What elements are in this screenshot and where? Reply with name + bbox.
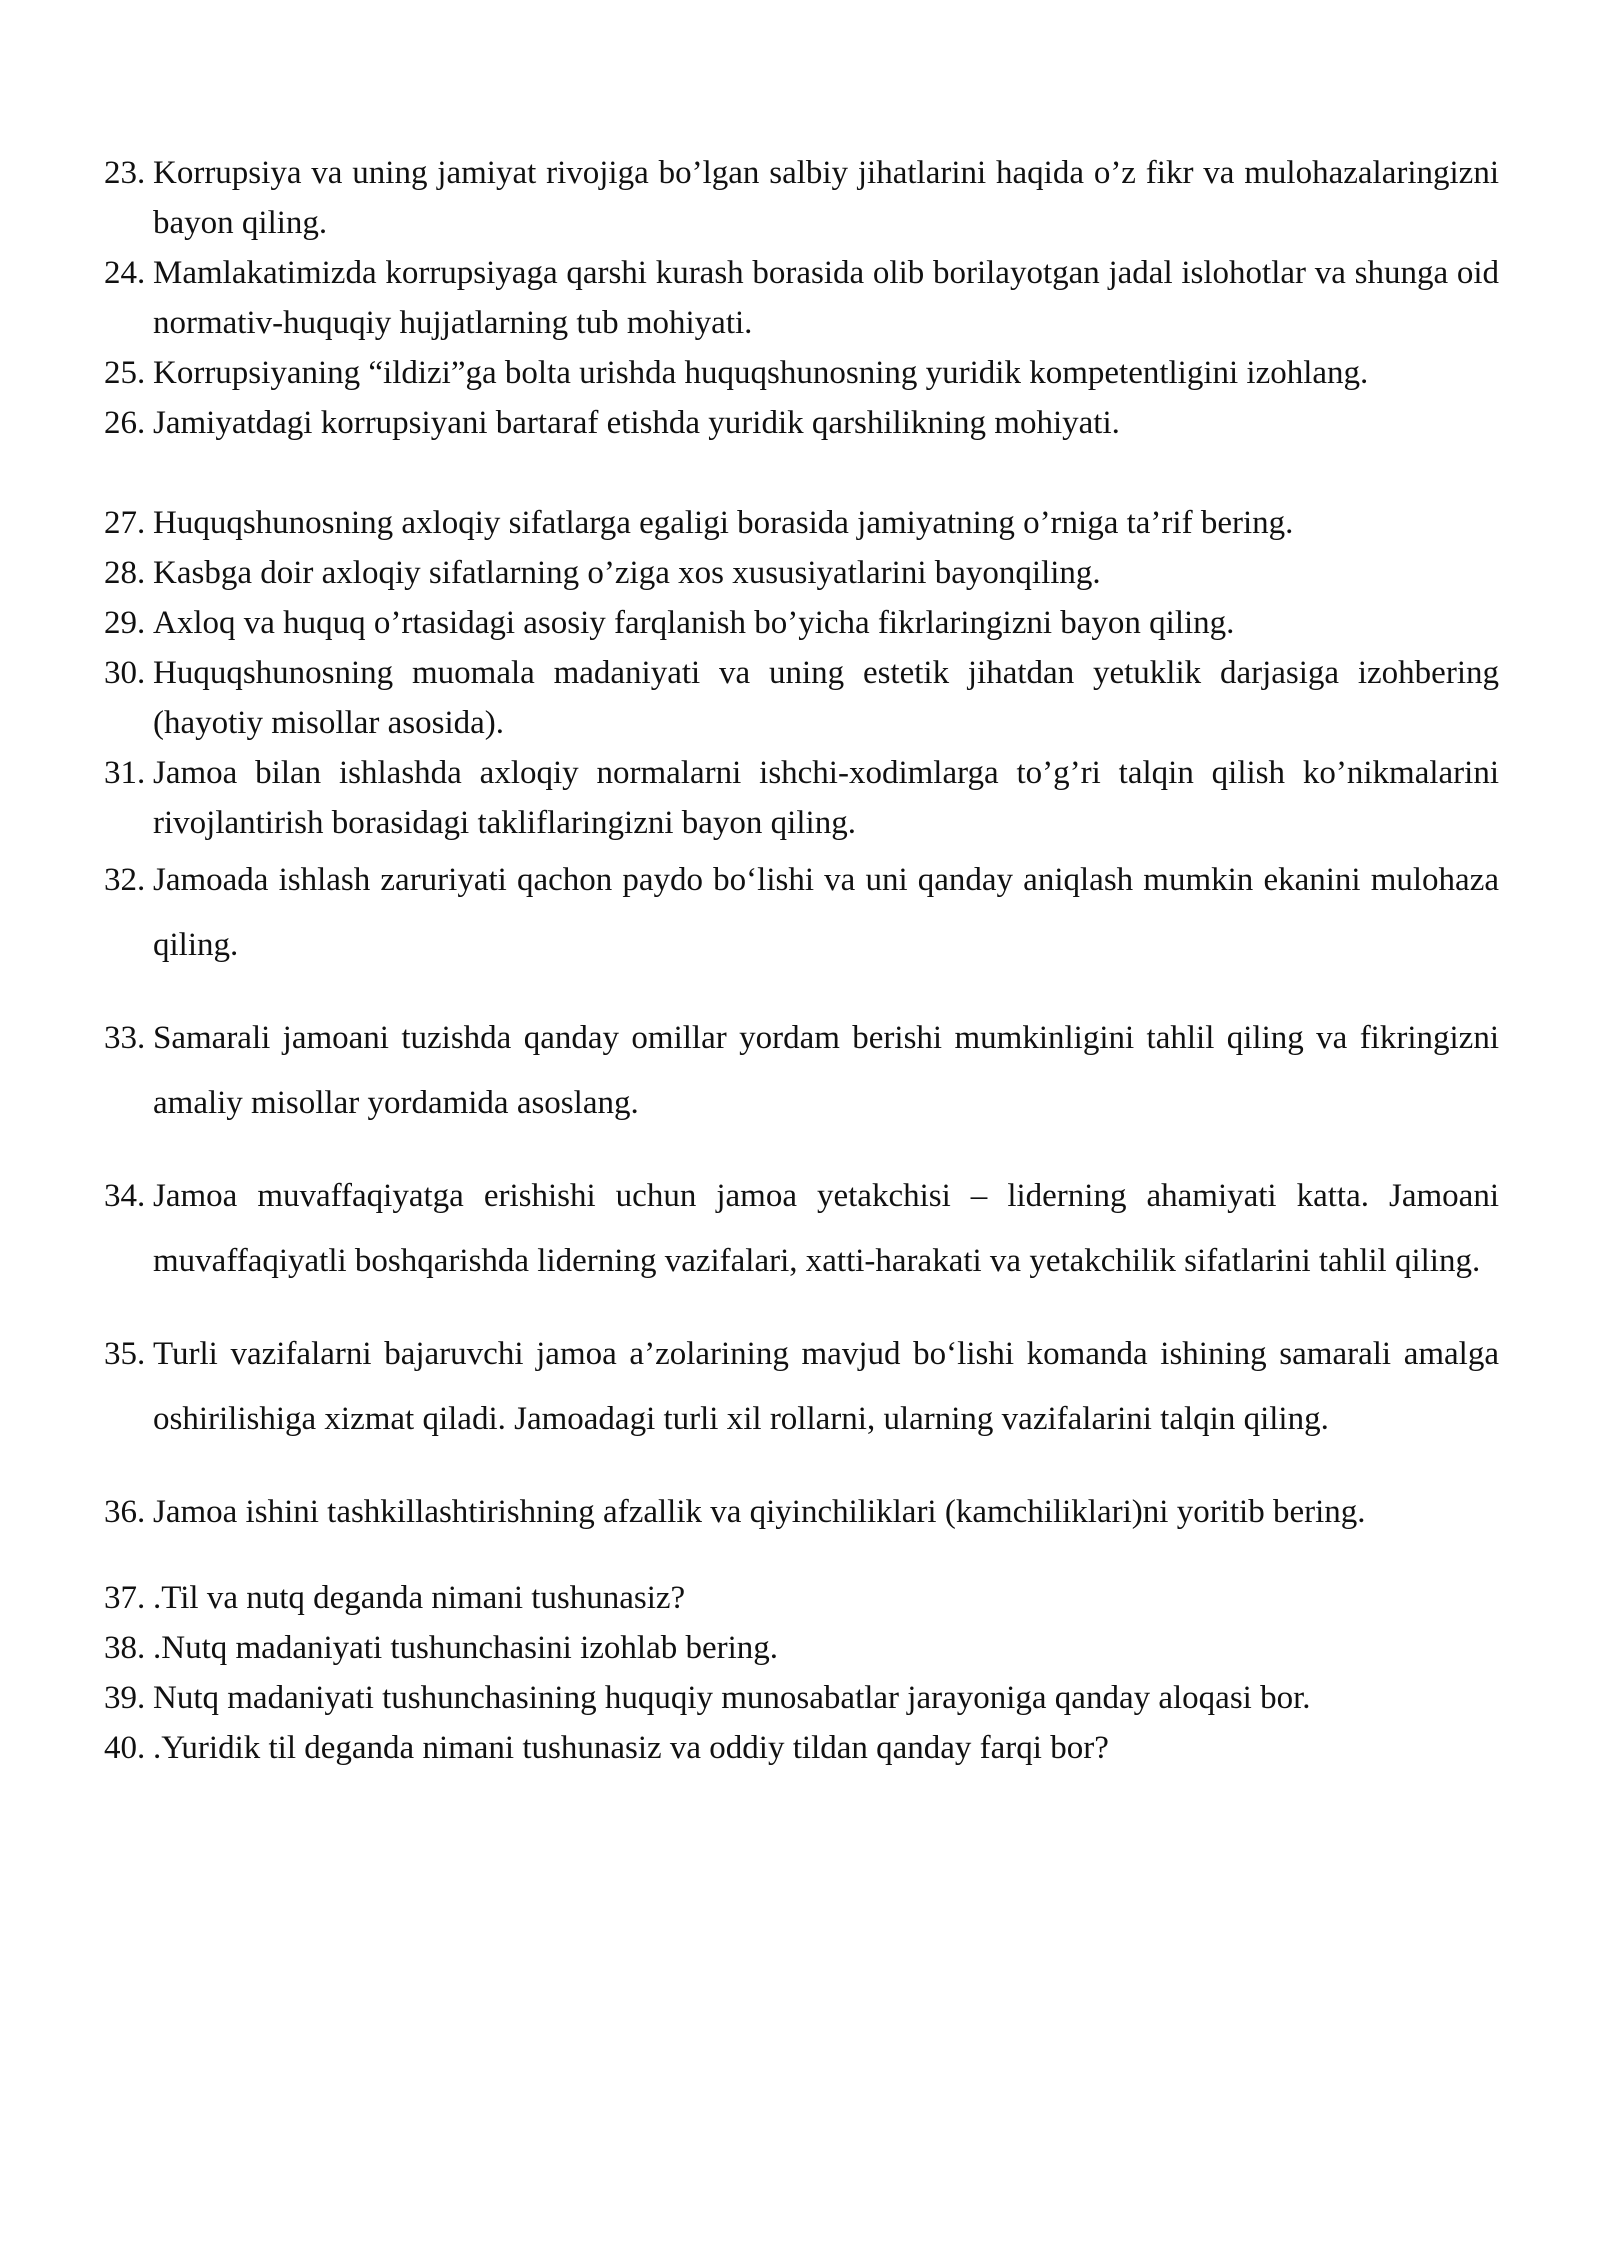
question-text: Jamoa muvaffaqiyatga erishishi uchun jamoa yetakchisi – liderning ahamiyati katta. Jamoani muvaffaqiyatli boshqarishda liderning vazifalari, xatti-harakati va yetakchilik sifatlarini tahlil qiling.: [153, 1178, 1499, 1279]
question-number: 26.: [104, 405, 146, 441]
question-number: 38.: [104, 1630, 146, 1666]
question-number: 28.: [104, 555, 146, 591]
question-item-29: [104, 598, 1499, 648]
question-number: 36.: [104, 1494, 146, 1530]
question-text: Kasbga doir axloqiy sifatlarning o’ziga xos xususiyatlarini bayonqiling.: [153, 555, 1101, 591]
question-text: Korrupsiya va uning jamiyat rivojiga bo’lgan salbiy jihatlarini haqida o’z fikr va mulohazalaringizni bayon qiling.: [153, 155, 1499, 241]
question-number: 24.: [104, 255, 146, 291]
question-text: Nutq madaniyati tushunchasining huquqiy munosabatlar jarayoniga qanday aloqasi bor.: [153, 1680, 1311, 1716]
question-text: Mamlakatimizda korrupsiyaga qarshi kurash borasida olib borilayotgan jadal islohotlar va shunga oid normativ-huquqiy hujjatlarning tub mohiyati.: [153, 255, 1499, 341]
question-number: 23.: [104, 155, 146, 191]
question-item-37: [104, 1573, 1499, 1623]
question-number: 37.: [104, 1580, 146, 1616]
question-item-40: [104, 1723, 1499, 1773]
question-number: 25.: [104, 355, 146, 391]
question-item-36: [104, 1480, 1499, 1545]
question-number: 34.: [104, 1178, 146, 1214]
question-item-30: [104, 648, 1499, 748]
question-text: Jamoada ishlash zaruriyati qachon paydo bo‘lishi va uni qanday aniqlash mumkin ekanini mulohaza qiling.: [153, 862, 1499, 963]
question-number: 30.: [104, 655, 146, 691]
question-item-33: [104, 1006, 1499, 1136]
question-text: .Til va nutq deganda nimani tushunasiz?: [153, 1580, 686, 1616]
question-item-38: [104, 1623, 1499, 1673]
question-item-31: [104, 748, 1499, 848]
question-text: Huquqshunosning muomala madaniyati va uning estetik jihatdan yetuklik darjasiga izohbering (hayotiy misollar asosida).: [153, 655, 1499, 741]
question-number: 35.: [104, 1336, 146, 1372]
question-item-28: [104, 548, 1499, 598]
question-text: Korrupsiyaning “ildizi”ga bolta urishda huquqshunosning yuridik kompetentligini izohlang.: [153, 355, 1369, 391]
question-item-34: [104, 1164, 1499, 1294]
question-item-25: [104, 348, 1499, 398]
question-item-23: [104, 148, 1499, 248]
question-item-24: [104, 248, 1499, 348]
question-item-32: [104, 848, 1499, 978]
question-number: 29.: [104, 605, 146, 641]
question-number: 40.: [104, 1730, 146, 1766]
question-number: 33.: [104, 1020, 146, 1056]
question-number: 32.: [104, 862, 146, 898]
question-number: 39.: [104, 1680, 146, 1716]
question-text: .Nutq madaniyati tushunchasini izohlab bering.: [153, 1630, 779, 1666]
question-number: 27.: [104, 505, 146, 541]
question-text: Jamoa ishini tashkillashtirishning afzallik va qiyinchiliklari (kamchiliklari)ni yoritib bering.: [153, 1494, 1366, 1530]
question-text: Huquqshunosning axloqiy sifatlarga egaligi borasida jamiyatning o’rniga ta’rif bering.: [153, 505, 1294, 541]
question-item-39: [104, 1673, 1499, 1723]
question-text: Jamiyatdagi korrupsiyani bartaraf etishda yuridik qarshilikning mohiyati.: [153, 405, 1120, 441]
question-item-27: [104, 498, 1499, 548]
question-text: Jamoa bilan ishlashda axloqiy normalarni ishchi-xodimlarga to’g’ri talqin qilish ko’nikmalarini rivojlantirish borasidagi takliflaringizni bayon qiling.: [153, 755, 1499, 841]
question-text: Samarali jamoani tuzishda qanday omillar yordam berishi mumkinligini tahlil qiling va fikringizni amaliy misollar yordamida asoslang.: [153, 1020, 1499, 1121]
question-item-26: [104, 398, 1499, 448]
question-number: 31.: [104, 755, 146, 791]
question-text: Turli vazifalarni bajaruvchi jamoa a’zolarining mavjud bo‘lishi komanda ishining samarali amalga oshirilishiga xizmat qiladi. Jamoadagi turli xil rollarni, ularning vazifalarini talqin qiling.: [153, 1336, 1499, 1437]
question-list: [104, 148, 1499, 1773]
question-text: .Yuridik til deganda nimani tushunasiz va oddiy tildan qanday farqi bor?: [153, 1730, 1109, 1766]
question-item-35: [104, 1322, 1499, 1452]
question-text: Axloq va huquq o’rtasidagi asosiy farqlanish bo’yicha fikrlaringizni bayon qiling.: [153, 605, 1235, 641]
